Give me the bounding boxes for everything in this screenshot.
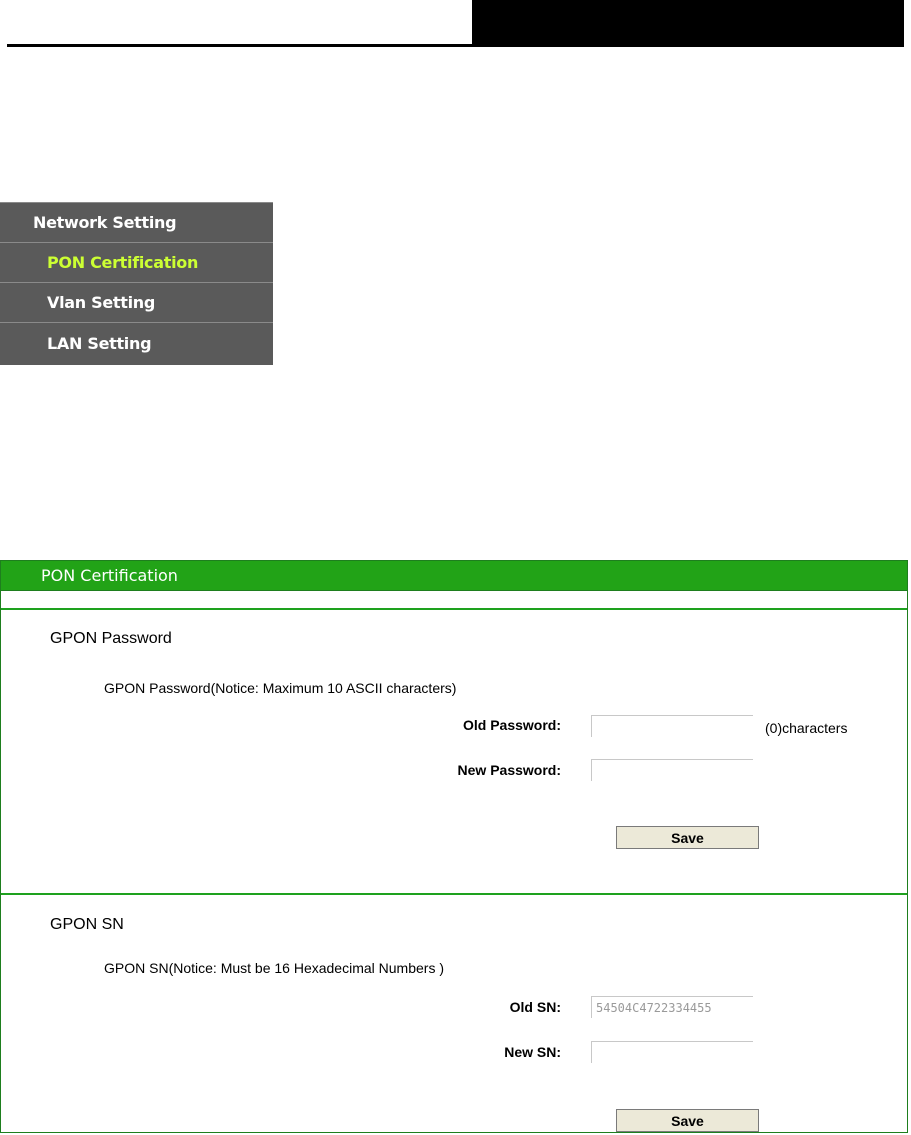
gpon-sn-notice: GPON SN(Notice: Must be 16 Hexadecimal Numbers ) xyxy=(104,960,444,976)
menu-item-lan-setting[interactable]: LAN Setting xyxy=(47,333,152,353)
sidebar-menu xyxy=(0,202,273,365)
gpon-sn-title: GPON SN xyxy=(50,916,124,933)
menu-item-pon-certification[interactable]: PON Certification xyxy=(0,243,273,283)
old-password-input[interactable] xyxy=(591,715,753,737)
panel-spacer xyxy=(1,591,907,610)
save-password-button[interactable]: Save xyxy=(616,826,759,849)
gpon-password-title: GPON Password xyxy=(50,630,172,647)
new-password-input[interactable] xyxy=(591,759,753,781)
header-block xyxy=(472,0,904,45)
header-rule xyxy=(7,44,904,47)
save-sn-button[interactable]: Save xyxy=(616,1109,759,1132)
old-password-char-count: (0)characters xyxy=(765,720,848,736)
old-sn-input[interactable] xyxy=(591,996,753,1018)
new-sn-label: New SN: xyxy=(504,1044,561,1060)
menu-item-vlan-setting[interactable]: Vlan Setting xyxy=(0,283,273,323)
gpon-password-notice: GPON Password(Notice: Maximum 10 ASCII characters) xyxy=(104,680,457,696)
pon-certification-panel xyxy=(0,560,908,1133)
old-password-label: Old Password: xyxy=(462,717,561,733)
menu-item-network-setting[interactable]: Network Setting xyxy=(0,202,273,243)
panel-title: PON Certification xyxy=(1,561,907,591)
old-sn-label: Old SN: xyxy=(509,999,561,1015)
gpon-password-section xyxy=(1,610,907,895)
new-password-label: New Password: xyxy=(457,762,561,778)
new-sn-input[interactable] xyxy=(591,1041,753,1063)
gpon-sn-section xyxy=(1,895,907,1133)
